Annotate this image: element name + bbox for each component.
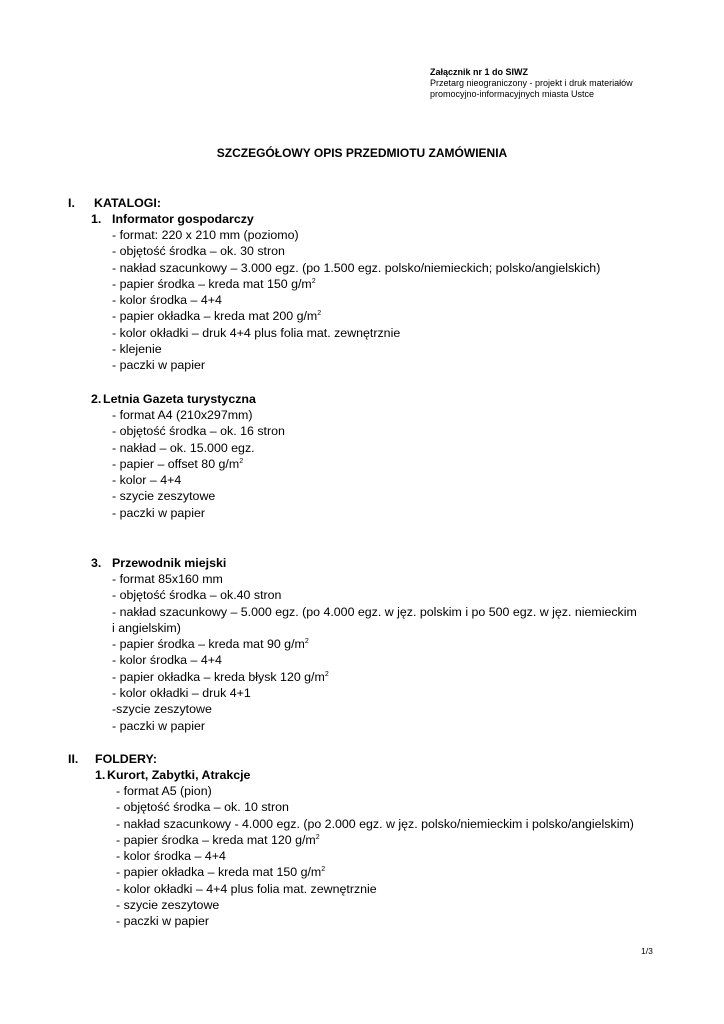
item-label: Letnia Gazeta turystyczna [103, 392, 256, 406]
list-item: - nakład szacunkowy – 3.000 egz. (po 1.500 egz. polsko/niemieckich; polsko/angielskich) [112, 260, 601, 275]
attachment-title: Załącznik nr 1 do SIWZ [430, 67, 529, 77]
section-number: II. [68, 752, 79, 766]
section-heading-katalogi [68, 196, 161, 210]
list-item: - kolor środka – 4+4 [112, 653, 222, 668]
item-label: Przewodnik miejski [112, 556, 227, 570]
list-item: - kolor okładki – druk 4+4 plus folia mat. zewnętrznie [112, 325, 401, 340]
list-item: - nakład szacunkowy - 4.000 egz. (po 2.000 egz. w jęz. polsko/niemieckim i polsko/angielskim) [116, 816, 634, 831]
item-list-przewodnik [112, 571, 642, 734]
list-item: - nakład szacunkowy – 5.000 egz. (po 4.000 egz. w jęz. polskim i po 500 egz. w jęz. niemieckim i angielskim) [112, 604, 637, 635]
item-heading-gazeta [91, 392, 256, 406]
list-item: - klejenie [112, 342, 162, 357]
attachment-line-1: Przetarg nieograniczony - projekt i druk materiałów [430, 78, 633, 88]
item-heading-informator [91, 212, 254, 226]
list-item: - kolor okładki – druk 4+1 [112, 686, 251, 701]
attachment-note [430, 67, 633, 100]
list-item: - papier – offset 80 $g/m^2$ [112, 456, 244, 471]
section-label: FOLDERY: [95, 752, 157, 766]
list-item: - papier okładka – kreda błysk 120 $g/m^2$ [112, 669, 329, 684]
attachment-line-2: promocyjno-informacyjnych miasta Ustce [430, 89, 595, 99]
list-item: - nakład – ok. 15.000 egz. [112, 440, 255, 455]
list-item: - paczki w papier [112, 505, 205, 520]
list-item: -szycie zeszytowe [112, 702, 212, 717]
item-label: Informator gospodarczy [112, 212, 254, 226]
item-list-kurort [116, 783, 634, 930]
list-item: - papier środka – kreda mat 150 $g/m^2$ [112, 276, 316, 291]
section-label: KATALOGI: [94, 196, 161, 210]
item-heading-przewodnik [91, 556, 226, 570]
list-item: - format: 220 x 210 mm (poziomo) [112, 228, 299, 242]
list-item: - format 85x160 mm [112, 572, 223, 586]
section-heading-foldery [68, 752, 157, 766]
list-item: - paczki w papier [116, 914, 209, 929]
section-number: I. [68, 196, 75, 210]
item-list-informator [112, 227, 600, 374]
list-item: - kolor środka – 4+4 [112, 293, 222, 308]
list-item: - szycie zeszytowe [112, 489, 216, 504]
item-label: Kurort, Zabytki, Atrakcje [107, 768, 251, 782]
list-item: - paczki w papier [112, 718, 205, 733]
item-heading-kurort [95, 768, 250, 782]
list-item: - objętość środka – ok. 16 stron [112, 424, 285, 439]
list-item: - kolor środka – 4+4 [116, 849, 226, 864]
item-number: 3. [91, 556, 102, 570]
item-number: 2. [91, 392, 102, 406]
item-list-gazeta [112, 407, 285, 521]
list-item: - objętość środka – ok.40 stron [112, 588, 282, 603]
list-item: - kolor – 4+4 [112, 473, 182, 488]
list-item: - papier środka – kreda mat 90 $g/m^2$ [112, 637, 309, 652]
page-number: 1/3 [641, 946, 653, 956]
document-title: SZCZEGÓŁOWY OPIS PRZEDMIOTU ZAMÓWIENIA [216, 146, 508, 160]
list-item: - szycie zeszytowe [116, 898, 220, 913]
list-item: - objętość środka – ok. 30 stron [112, 244, 285, 259]
list-item: - kolor okładki – 4+4 plus folia mat. zewnętrznie [116, 881, 377, 896]
list-item: - format A5 (pion) [116, 784, 212, 798]
item-number: 1. [95, 768, 106, 782]
list-item: - papier okładka – kreda mat 150 $g/m^2$ [116, 865, 326, 880]
list-item: - papier okładka – kreda mat 200 $g/m^2$ [112, 309, 322, 324]
list-item: - papier środka – kreda mat 120 $g/m^2$ [116, 832, 320, 847]
list-item: - format A4 (210x297mm) [112, 408, 253, 422]
list-item: - paczki w papier [112, 358, 205, 373]
list-item: - objętość środka – ok. 10 stron [116, 800, 289, 815]
item-number: 1. [91, 212, 102, 226]
